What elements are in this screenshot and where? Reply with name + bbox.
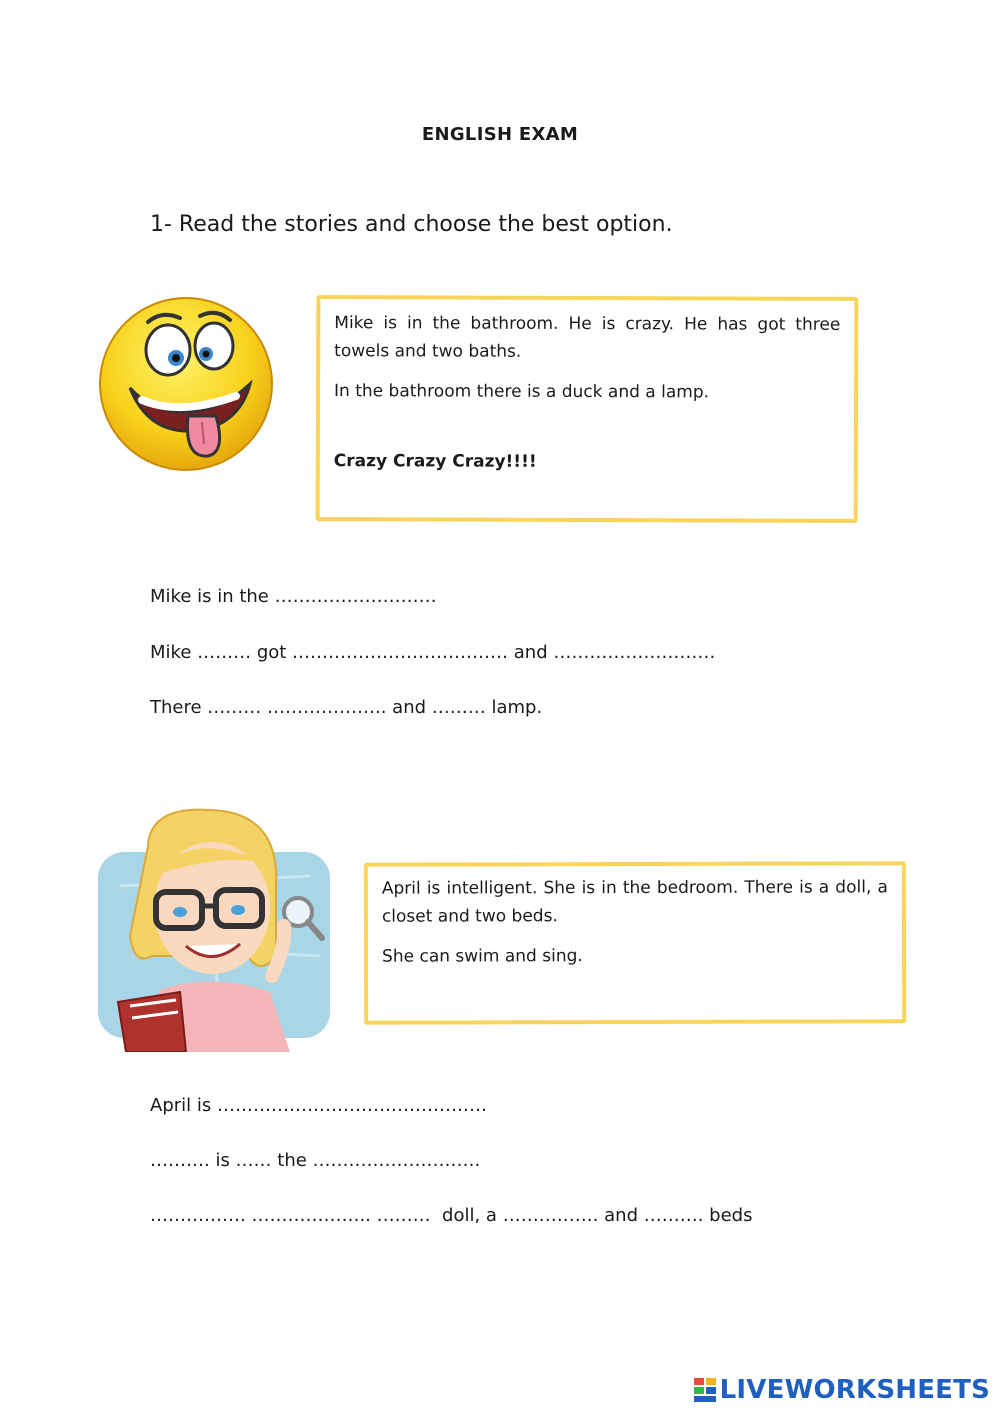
exercise-instruction: 1- Read the stories and choose the best option. <box>150 212 673 237</box>
story-paragraph: April is intelligent. She is in the bedroom. There is a doll, a closet and two beds. <box>381 877 888 927</box>
question-line[interactable]: April is ……………………………………… <box>150 1095 487 1116</box>
story-paragraph: In the bathroom there is a duck and a lamp. <box>334 381 710 403</box>
liveworksheets-logo <box>694 1375 990 1405</box>
story-box-april <box>364 861 906 1024</box>
question-line[interactable]: ………. is …… the ………………………. <box>150 1150 481 1171</box>
story-paragraph: She can swim and sing. <box>382 946 583 967</box>
story-exclamation: Crazy Crazy Crazy!!!! <box>333 451 537 472</box>
smart-girl-reading-icon <box>90 806 338 1052</box>
crazy-smiley-icon <box>90 288 282 478</box>
page-title: ENGLISH EXAM <box>421 124 579 145</box>
liveworksheets-mark-icon <box>694 1378 716 1402</box>
brand-name: LIVEWORKSHEETS <box>719 1375 990 1405</box>
question-line[interactable]: There ……… ……………….. and ……… lamp. <box>150 697 543 718</box>
story-box-mike <box>316 295 859 523</box>
question-line[interactable]: Mike ……… got ……………………………… and ……………………… <box>150 642 716 663</box>
question-line[interactable]: Mike is in the ……………………… <box>150 586 437 607</box>
question-line[interactable]: ……………. ……………….. ……… doll, a ……………. and ………. beds <box>150 1205 753 1226</box>
story-paragraph: Mike is in the bathroom. He is crazy. He has got three towels and two baths. <box>334 313 841 362</box>
